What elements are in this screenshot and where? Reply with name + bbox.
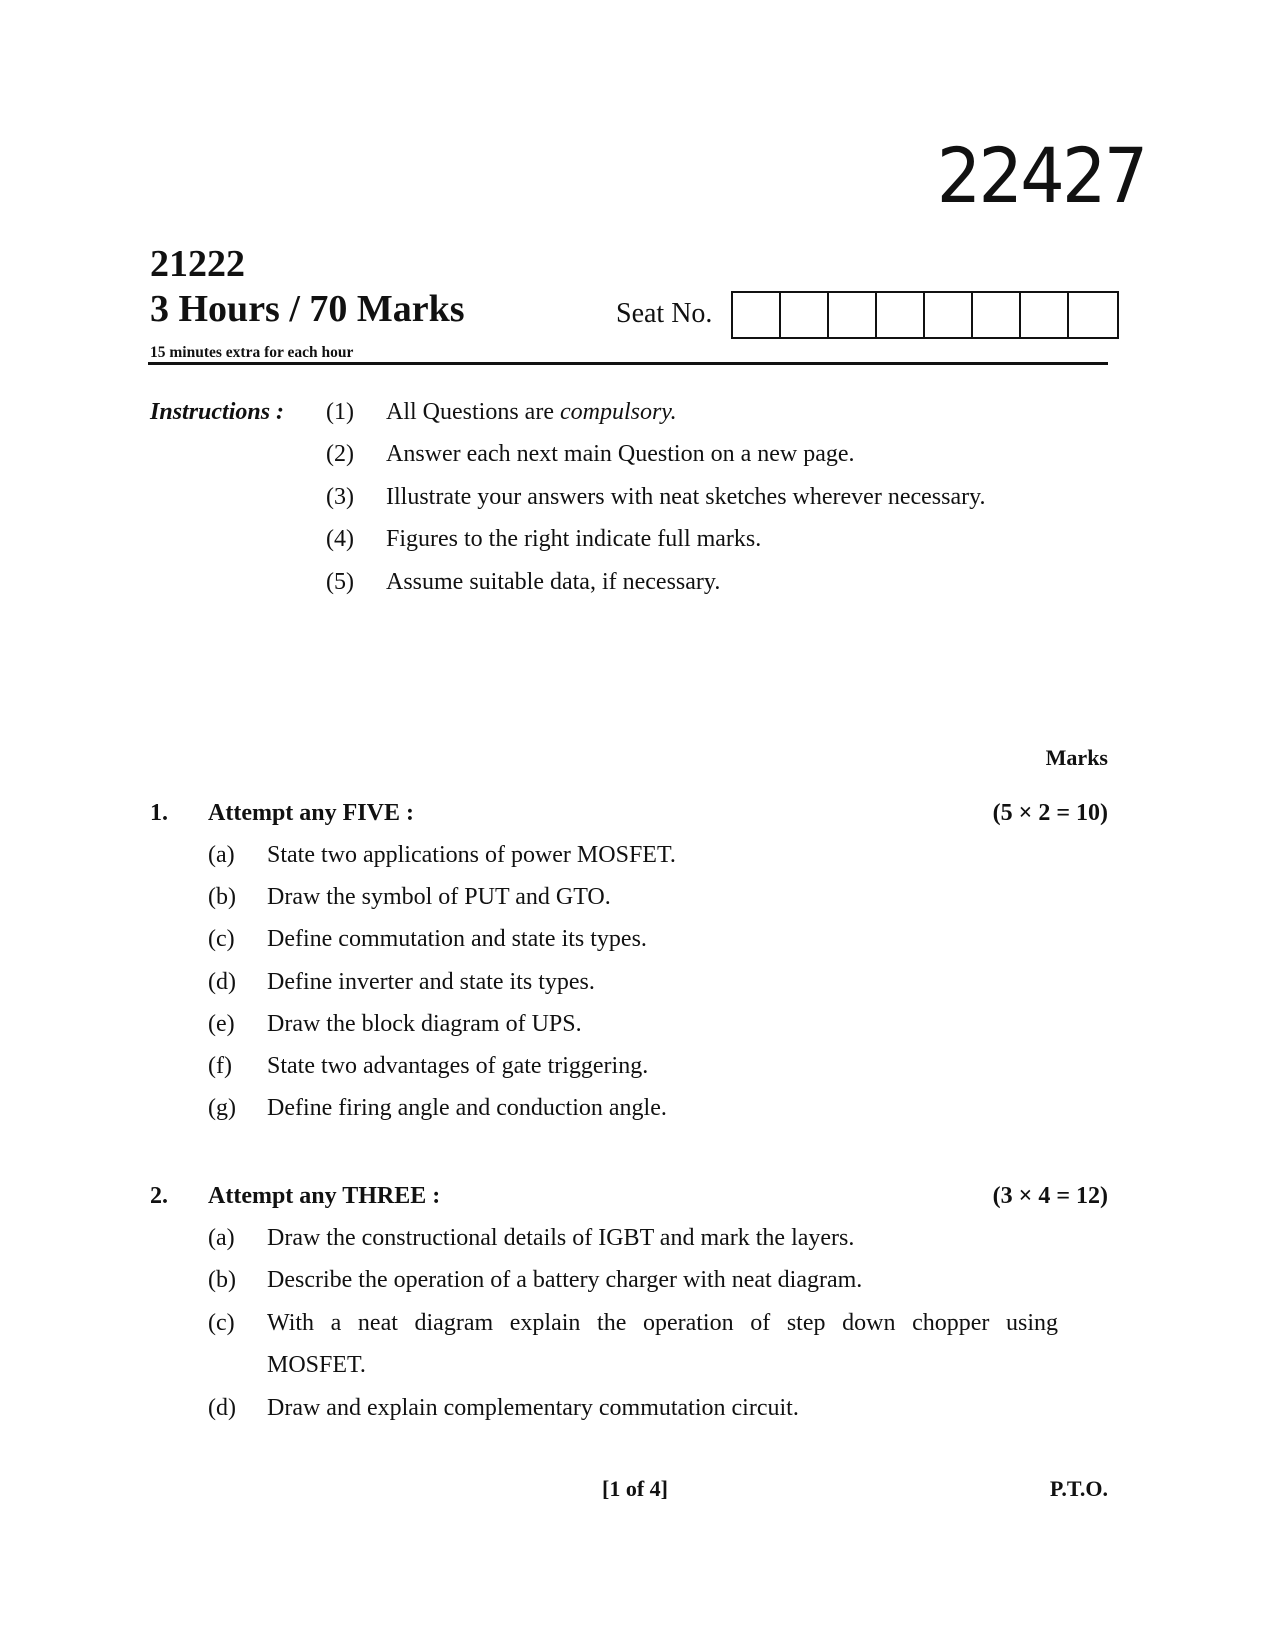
question-part [208, 1054, 648, 1078]
question-part [208, 885, 611, 909]
question-marks: (3 × 4 = 12) [992, 1183, 1108, 1209]
instruction-number: (2) [326, 441, 354, 467]
instruction-number: (3) [326, 484, 354, 510]
part-label: (a) [208, 842, 235, 868]
instruction-text: Illustrate your answers with neat sketches wherever necessary. [386, 484, 986, 510]
instruction-text: Answer each next main Question on a new page. [386, 441, 855, 467]
instructions-label: Instructions : [150, 399, 285, 425]
part-label: (b) [208, 884, 236, 910]
extra-time-note: 15 minutes extra for each hour [150, 344, 354, 361]
instruction-number: (4) [326, 526, 354, 552]
question-part [208, 1396, 799, 1420]
question-part [208, 1268, 862, 1292]
part-text: Draw the block diagram of UPS. [267, 1011, 582, 1037]
duration-marks: 3 Hours / 70 Marks [150, 288, 465, 330]
part-label: (f) [208, 1053, 232, 1079]
question-part [208, 1311, 1058, 1335]
part-text: Define commutation and state its types. [267, 926, 647, 952]
question-title: Attempt any FIVE : [208, 800, 414, 826]
question-marks: (5 × 2 = 10) [992, 800, 1108, 826]
part-text: Define firing angle and conduction angle. [267, 1095, 667, 1121]
part-label: (c) [208, 926, 235, 952]
instruction-item [326, 400, 677, 424]
instruction-text-main: All Questions are [386, 399, 560, 425]
part-text-continued: MOSFET. [267, 1352, 366, 1378]
seat-number-label: Seat No. [616, 298, 713, 329]
part-label: (g) [208, 1095, 236, 1121]
seat-box[interactable] [1069, 293, 1117, 337]
question-part [208, 1096, 667, 1120]
seat-box[interactable] [829, 293, 877, 337]
page-indicator: [1 of 4] [602, 1476, 668, 1501]
part-text: State two advantages of gate triggering. [267, 1053, 649, 1079]
instruction-number: (1) [326, 399, 354, 425]
question-number: 2. [150, 1183, 168, 1209]
part-text: With a neat diagram explain the operation of step down chopper using [267, 1310, 1058, 1336]
instruction-number: (5) [326, 569, 354, 595]
instruction-text [386, 400, 677, 424]
part-text: Draw and explain complementary commutation circuit. [267, 1395, 799, 1421]
instruction-item [326, 527, 761, 551]
question-part [208, 1226, 854, 1250]
instruction-emphasis: compulsory. [559, 399, 677, 425]
part-text: Describe the operation of a battery charger with neat diagram. [267, 1267, 863, 1293]
subject-code: 22427 [936, 131, 1146, 220]
instruction-item [326, 570, 720, 594]
seat-box[interactable] [781, 293, 829, 337]
question-number: 1. [150, 800, 168, 826]
header-divider [148, 362, 1108, 365]
seat-number-boxes[interactable] [731, 291, 1119, 339]
instruction-text: Assume suitable data, if necessary. [386, 569, 721, 595]
seat-box[interactable] [925, 293, 973, 337]
question-part-continued [208, 1353, 366, 1377]
seat-box[interactable] [733, 293, 781, 337]
marks-column-heading: Marks [1045, 745, 1108, 770]
part-label: (d) [208, 1395, 236, 1421]
instruction-text: Figures to the right indicate full marks. [386, 526, 762, 552]
seat-box[interactable] [877, 293, 925, 337]
question-title: Attempt any THREE : [208, 1183, 441, 1209]
question-part [208, 927, 647, 951]
seat-box[interactable] [1021, 293, 1069, 337]
instruction-item [326, 485, 986, 509]
question-part [208, 1012, 582, 1036]
part-label-spacer [208, 1353, 267, 1377]
part-label: (c) [208, 1310, 235, 1336]
please-turn-over: P.T.O. [1049, 1476, 1108, 1501]
part-text: Draw the constructional details of IGBT and mark the layers. [267, 1225, 855, 1251]
question-part [208, 970, 595, 994]
part-text: Draw the symbol of PUT and GTO. [267, 884, 611, 910]
part-text: State two applications of power MOSFET. [267, 842, 676, 868]
paper-code: 21222 [150, 243, 245, 285]
part-label: (d) [208, 969, 236, 995]
instruction-item [326, 442, 855, 466]
question-part [208, 843, 676, 867]
part-label: (a) [208, 1225, 235, 1251]
part-text: Define inverter and state its types. [267, 969, 595, 995]
part-label: (e) [208, 1011, 235, 1037]
seat-box[interactable] [973, 293, 1021, 337]
part-label: (b) [208, 1267, 236, 1293]
